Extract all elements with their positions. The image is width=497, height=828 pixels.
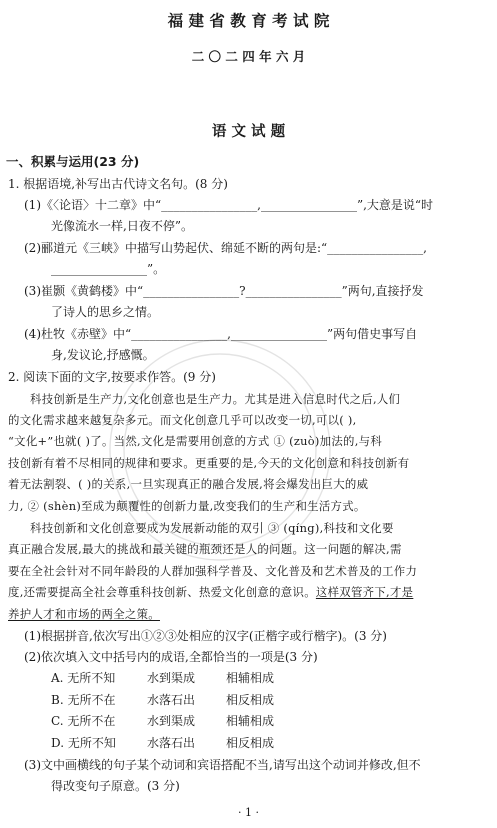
option-a-3: 相辅相成 (226, 671, 275, 685)
institution-header: 福 建 省 教 育 考 试 院 (167, 12, 330, 30)
passage-p1-line6: 力, ② (shèn)至成为颠覆性的创新力量,改变我们的生产和生活方式。 (8, 499, 366, 513)
q1-item1-line1: (1)《〈论语〉十二章》中“________________,________________”,大意是说“时 (24, 198, 434, 212)
paper-title: 语 文 试 题 (211, 124, 286, 140)
sub-question-1: (1)根据拼音,依次写出①②③处相应的汉字(正楷字或行楷字)。(3 分) (24, 629, 387, 643)
option-c-1: C. 无所不在 (51, 714, 116, 728)
sub-question-3-line2: 得改变句子原意。(3 分) (51, 779, 180, 793)
passage-p1-line5: 着无法割裂、( )的关系,一旦实现真正的融合发展,将会爆发出巨大的威 (8, 477, 369, 491)
option-b-1: B. 无所不在 (51, 693, 116, 707)
option-b-3: 相反相成 (226, 693, 275, 707)
passage-p1-line1: 科技创新是生产力,文化创意也是生产力。尤其是进入信息时代之后,人们 (30, 392, 401, 406)
passage-p2-line3: 要在全社会针对不同年龄段的人群加强科学普及、文化普及和艺术普及的工作力 (8, 564, 418, 578)
page-number: · 1 · (238, 806, 259, 819)
option-c-2: 水到渠成 (147, 714, 196, 728)
passage-p1-line4: 技创新有着不尽相同的规律和要求。更重要的是,今天的文化创意和科技创新有 (8, 456, 410, 470)
date-line: 二 〇 二 四 年 六 月 (191, 49, 306, 64)
question-2-stem: 2. 阅读下面的文字,按要求作答。(9 分) (8, 370, 216, 384)
q1-item3-line2: 了诗人的思乡之情。 (51, 305, 160, 319)
passage-p2-line2: 真正融合发展,最大的挑战和最关键的瓶颈还是人的问题。这一问题的解决,需 (8, 542, 402, 556)
section-title: 一、积累与运用(23 分) (6, 154, 140, 169)
q1-item4-line1: (4)杜牧《赤壁》中“________________,________________”两句借史事写自 (24, 327, 418, 341)
passage-p2-line1: 科技创新和文化创意要成为发展新动能的双引 ③ (qíng),科技和文化要 (30, 521, 394, 535)
option-a-2: 水到渠成 (147, 671, 196, 685)
question-1-stem: 1. 根据语境,补写出古代诗文名句。(8 分) (8, 177, 228, 191)
underlined-sentence-part2: 养护人才和市场的两全之策。 (8, 607, 160, 621)
underlined-sentence-part1: 这样双管齐下,才是 (315, 585, 414, 599)
passage-p1-line3: “文化+”也就( )了。当然,文化是需要用创意的方式 ① (zuò)加法的,与科 (8, 434, 383, 448)
option-c-3: 相辅相成 (226, 714, 275, 728)
q1-item4-line2: 身,发议论,抒感慨。 (51, 348, 155, 362)
option-b-2: 水落石出 (147, 693, 196, 707)
option-d-3: 相反相成 (226, 736, 275, 750)
option-a-1: A. 无所不知 (51, 671, 116, 685)
passage-text: 度,还需要提高全社会尊重科技创新、热爱文化创意的意识。 (8, 585, 316, 599)
q1-item2-line1: (2)郦道元《三峡》中描写山势起伏、绵延不断的两句是:“________________, (24, 241, 427, 255)
passage-p1-line2: 的文化需求越来越复杂多元。而文化创意几乎可以改变一切,可以( ), (8, 413, 357, 427)
option-d-1: D. 无所不知 (51, 736, 116, 750)
q1-item3-line1: (3)崔颢《黄鹤楼》中“________________?________________”两句,直接抒发 (24, 284, 424, 298)
sub-question-2: (2)依次填入文中括号内的成语,全都恰当的一项是(3 分) (24, 650, 318, 664)
option-d-2: 水落石出 (147, 736, 196, 750)
passage-p2-line4 (8, 583, 413, 601)
q1-item2-line2: ________________”。 (51, 262, 166, 276)
sub-question-3-line1: (3)文中画横线的句子某个动词和宾语搭配不当,请写出这个动词并修改,但不 (24, 758, 421, 772)
q1-item1-line2: 光像流水一样,日夜不停”。 (51, 219, 193, 233)
